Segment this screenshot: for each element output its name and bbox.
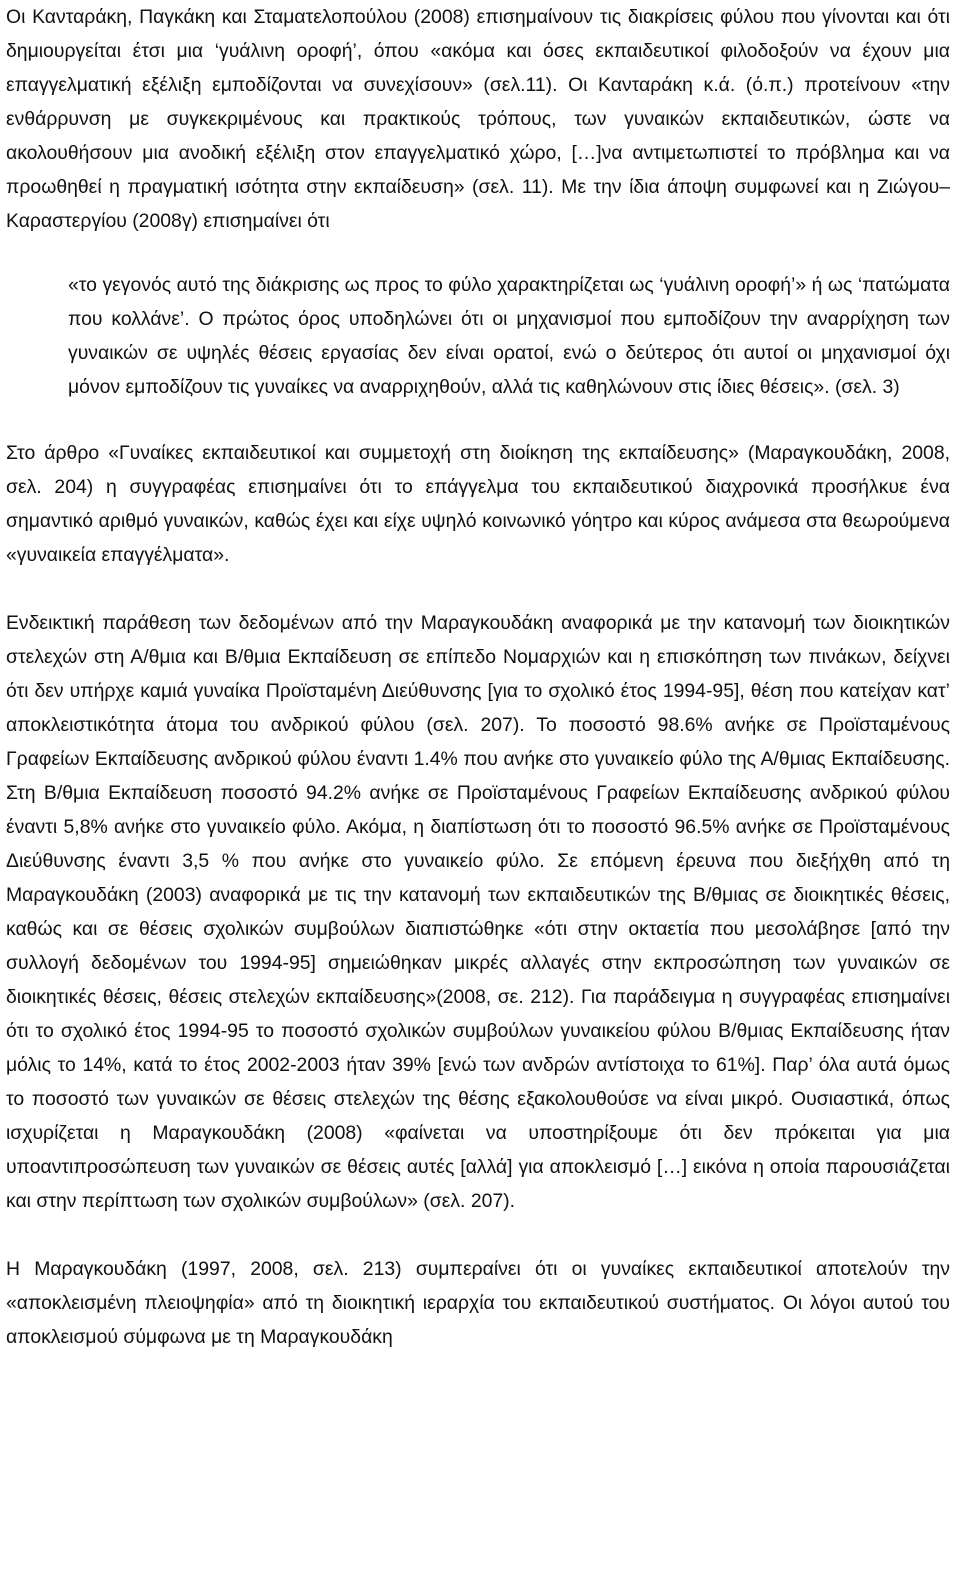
paragraph-data-presentation: Ενδεικτική παράθεση των δεδομένων από την Μαραγκουδάκη αναφορικά με την κατανομή των διοικητικών στελεχών στη Α/θμια και Β/θμια Εκπαίδευση σε επίπεδο Νομαρχιών και η επισκόπηση των πινάκων, δείχνει ότι δεν υπήρχε καμιά γυναίκα Προϊσταμένη Διεύθυνσης [για το σχολικό έτος 1994-95], θέση που κατείχαν κατ’ αποκλειστικότητα άτομα του ανδρικού φύλου (σελ. 207). Το ποσοστό 98.6% ανήκε σε Προϊσταμένους Γραφείων Εκπαίδευσης ανδρικού φύλου έναντι 1.4% που ανήκε στο γυναικείο φύλο της Α/θμιας Εκπαίδευσης. Στη Β/θμια Εκπαίδευση ποσοστό 94.2% ανήκε σε Προϊσταμένους Γραφείων Εκπαίδευσης ανδρικού φύλου έναντι 5,8% ανήκε στο γυναικείο φύλο. Ακόμα, η διαπίστωση ότι το ποσοστό 96.5% ανήκε σε Προϊσταμένους Διεύθυνσης έναντι 3,5 % που ανήκε στο γυναικείο φύλο. Σε επόμενη έρευνα που διεξήχθη από τη Μαραγκουδάκη (2003) αναφορικά με τις την κατανομή των εκπαιδευτικών της Β/θμιας σε διοικητικές θέσεις, καθώς και σε θέσεις σχολικών συμβούλων διαπιστώθηκε «ότι στην οκταετία που μεσολάβησε [από την συλλογή δεδομένων του 1994-95] σημειώθηκαν μικρές αλλαγές στην εκπροσώπηση των γυναικών σε διοικητικές θέσεις, θέσεις στελεχών εκπαίδευσης»(2008, σε. 212). Για παράδειγμα η συγγραφέας επισημαίνει ότι το σχολικό έτος 1994-95 το ποσοστό σχολικών συμβούλων γυναικείου φύλου Β/θμιας Εκπαίδευσης ήταν μόλις το 14%, κατά το έτος 2002-2003 ήταν 39% [ενώ των ανδρών αντίστοιχα το 61%]. Παρ’ όλα αυτά όμως το ποσοστό των γυναικών σε θέσεις στελεχών της θέσης εξακολουθούσε να είναι μικρό. Ουσιαστικά, όπως ισχυρίζεται η Μαραγκουδάκη (2008) «φαίνεται να υποστηρίξουμε ότι δεν πρόκειται για μια υποαντιπροσώπευση των γυναικών σε θέσεις αυτές [αλλά] για αποκλεισμό […] εικόνα η οποία παρουσιάζεται και στην περίπτωση των σχολικών συμβούλων» (σελ. 207). [6, 612, 950, 1212]
block-quote-glass-ceiling: «το γεγονός αυτό της διάκρισης ως προς το φύλο χαρακτηρίζεται ως ‘γυάλινη οροφή’» ή ως ‘πατώματα που κολλάνε’. Ο πρώτος όρος υποδηλώνει ότι οι μηχανισμοί που εμποδίζουν την αναρρίχηση των γυναικών σε υψηλές θέσεις εργασίας δεν είναι ορατοί, ενώ ο δεύτερος ότι αυτοί οι μηχανισμοί όχι μόνον εμποδίζουν τις γυναίκες να αναρριχηθούν, αλλά τις καθηλώνουν στις ίδιες θέσεις». (σελ. 3) [68, 274, 950, 398]
paragraph-kantaraki: Οι Κανταράκη, Παγκάκη και Σταματελοπούλου (2008) επισημαίνουν τις διακρίσεις φύλου που γίνονται και ότι δημιουργείται έτσι μια ‘γυάλινη οροφή’, όπου «ακόμα και όσες εκπαιδευτικοί φιλοδοξούν να έχουν μια επαγγελματική εξέλιξη εμποδίζονται να συνεχίσουν» (σελ.11). Οι Κανταράκη κ.ά. (ό.π.) προτείνουν «την ενθάρρυνση με συγκεκριμένους και πρακτικούς τρόπους, των γυναικών εκπαιδευτικών, ώστε να ακολουθήσουν μια ανοδική εξέλιξη στον επαγγελματικό χώρο, […]να αντιμετωπιστεί το πρόβλημα και να προωθηθεί η πραγματική ισότητα στην εκπαίδευση» (σελ. 11). Με την ίδια άποψη συμφωνεί και η Ζιώγου–Καραστεργίου (2008γ) επισημαίνει ότι [6, 6, 950, 232]
paragraph-conclusion: Η Μαραγκουδάκη (1997, 2008, σελ. 213) συμπεραίνει ότι οι γυναίκες εκπαιδευτικοί αποτελούν την «αποκλεισμένη πλειοψηφία» από τη διοικητική ιεραρχία του εκπαιδευτικού συστήματος. Οι λόγοι αυτού του αποκλεισμού σύμφωνα με τη Μαραγκουδάκη [6, 1258, 950, 1348]
paragraph-maragkoudaki-article: Στο άρθρο «Γυναίκες εκπαιδευτικοί και συμμετοχή στη διοίκηση της εκπαίδευσης» (Μαραγκουδάκη, 2008, σελ. 204) η συγγραφέας επισημαίνει ότι το επάγγελμα του εκπαιδευτικού διαχρονικά προσήλκυε ένα σημαντικό αριθμό γυναικών, καθώς έχει και είχε υψηλό κοινωνικό γόητρο και κύρος ανάμεσα στα θεωρούμενα «γυναικεία επαγγέλματα». [6, 442, 950, 566]
document-page [6, 0, 950, 1354]
